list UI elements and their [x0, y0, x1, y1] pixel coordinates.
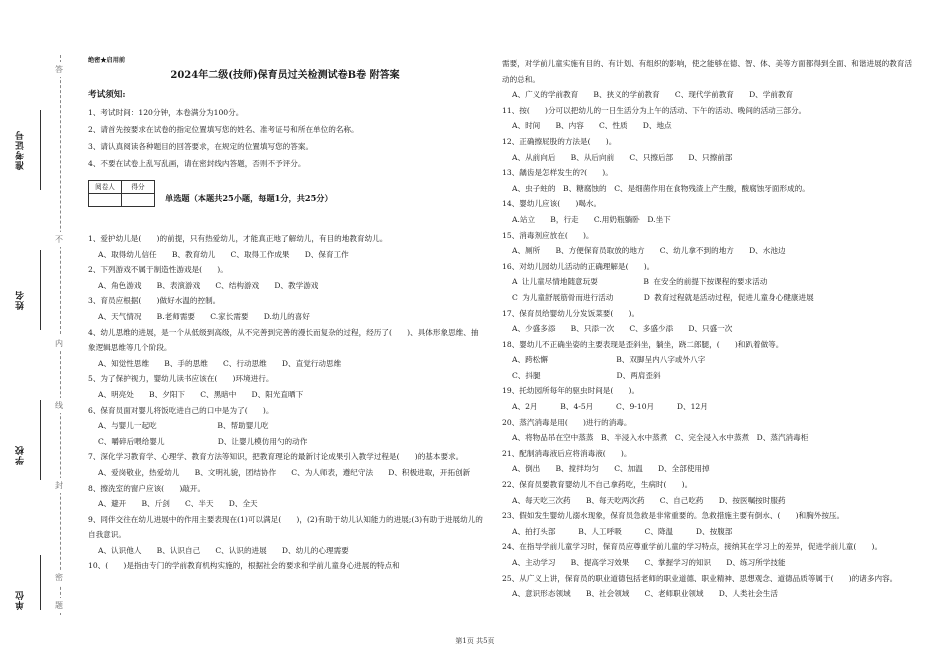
question-stem: 15、消毒剂应放在( )。	[502, 230, 594, 240]
question-options: A、倒出 B、搅拌均匀 C、加温 D、全部使用掉	[512, 464, 710, 474]
question-options: A、拍打头部 B、人工呼吸 C、降温 D、按腹部	[512, 526, 733, 536]
seal-line	[60, 55, 61, 615]
question-options: A、每天吃三次药 B、每天吃两次药 C、自己吃药 D、按医嘱按时服药	[512, 495, 786, 505]
question-stem: 3、育员应根据( )做好水温的控制。	[88, 296, 221, 306]
question-stem: 6、保育员面对婴儿将饭吃进自己的口中是为了( )。	[88, 405, 274, 415]
question-stem: 21、配制消毒液后应将消毒液( )。	[502, 448, 632, 458]
question-options: A、虫子蛀的 B、糖腐蚀的 C、是细菌作用在食物残渣上产生酸，酸腐蚀牙面形成的。	[512, 183, 810, 193]
exam-title: 2024年二级(技师)保育员过关检测试卷B卷 附答案	[170, 70, 400, 81]
question-options: A、取得幼儿信任 B、教育幼儿 C、取得工作成果 D、保育工作	[98, 249, 349, 259]
question-options: A、广义的学前教育 B、狭义的学前教育 C、现代学前教育 D、学前教育	[512, 90, 794, 100]
question-list-right	[502, 56, 914, 602]
question-options: A.站立 B，行走 C.用奶瓶躺卧 D.坐下	[512, 214, 671, 224]
question-options: A、厕所 B、方便保育员取放的地方 C、幼儿拿不到的地方 D、水池边	[512, 246, 786, 256]
notice-list	[88, 104, 486, 172]
question-stem: 18、婴幼儿不正确坐姿的主要表现是歪斜坐，躺坐，跷二郎腿，( )和趴着做等。	[502, 339, 784, 349]
score-cell: 得分	[122, 181, 155, 194]
question-stem: 22、保育员要教育婴幼儿不自己拿药吃，生病时( )。	[502, 480, 693, 490]
question-stem: 19、托幼园所每年的驱虫时间是( )。	[502, 386, 640, 396]
question-options: A、跨松懈 B、双脚呈内八字或外八字	[512, 355, 706, 365]
left-column	[88, 56, 486, 574]
question-stem: 5、为了保护视力，婴幼儿读书应该在( )环境进行。	[88, 374, 274, 384]
question-options: A、少盛多添 B、只添一次 C、多盛少添 D、只盛一次	[512, 324, 733, 334]
question-stem: 2、下列游戏不属于制造性游戏是( )。	[88, 265, 228, 275]
question-options: C、嚼碎后喂给婴儿 D、让婴儿模仿用勺的动作	[98, 436, 308, 446]
school-fill-line	[40, 400, 41, 480]
name-fill-line	[40, 250, 41, 330]
cut-char: 线	[55, 398, 63, 413]
question-options: A、明亮处 B、夕阳下 C、黑暗中 D、阳光直晒下	[98, 389, 304, 399]
question-options: A、知觉性思维 B、手的思维 C、行动思维 D、直觉行动思维	[98, 358, 342, 368]
question-stem: 25、从广义上讲，保育员的职业道德包括老师的职业道德、职业精神、思想观念、道德品质等属于( )的诸多内容。	[502, 573, 898, 583]
question-options: A、角色游戏 B、表演游戏 C、结构游戏 D、教学游戏	[98, 280, 319, 290]
cut-char: 题	[55, 598, 63, 613]
question-stem: 8、擦洗室的窗户应该( )敲开。	[88, 483, 206, 493]
question-options: A、认识他人 B、认识自己 C、认识的进展 D、幼儿的心理需要	[98, 545, 349, 555]
question-options: A、从前向后 B、从后向前 C、只擦后部 D、只擦前部	[512, 152, 733, 162]
question-options: A、避开 B、斤剑 C、半天 D、全天	[98, 499, 258, 509]
cut-char: 封	[55, 478, 63, 493]
page-footer: 第1页 共5页	[455, 637, 495, 645]
question-stem: 24、在指导学前儿童学习时，保育员应尊重学前儿童的学习特点，接纳其在学习上的差异，促进学前儿童( )。	[502, 542, 883, 552]
question-stem: 4、幼儿思维的进展，是一个从低级到高级，从不完善到完善的漫长而复杂的过程，经历了( )、具体形象思维、抽象逻辑思维等几个阶段。	[88, 327, 479, 353]
cut-char: 答	[55, 62, 63, 77]
notice-item: 1、考试时间：120分钟，本卷满分为100分。	[88, 108, 244, 117]
question-stem: 1、爱护幼儿是( )的前提，只有热爱幼儿，才能真正地了解幼儿，有目的地教育幼儿。	[88, 234, 388, 243]
zhunkao-label: 准考证号	[16, 130, 26, 170]
question-stem: 7、深化学习教育学、心理学、教育方法等知识，把教育理论的最新讨论成果引入教学过程是( )的基本要求。	[88, 452, 464, 462]
score-box	[88, 180, 155, 207]
notice-item: 3、请认真阅读各种题目的回答要求，在规定的位置填写您的答案。	[88, 142, 314, 151]
notice-heading: 考试须知:	[88, 90, 126, 100]
right-column	[502, 56, 914, 602]
grader-cell: 阅卷人	[89, 181, 122, 194]
question-options: A、爱岗敬业，热爱幼儿 B、文明礼貌，团结协作 C、为人师表，遵纪守法 D、积极进取，开拓创新	[98, 467, 471, 477]
question-options: C 为儿童舒展筋骨而进行活动 D 教育过程就是活动过程，促进儿童身心健康进展	[512, 292, 814, 302]
cut-char: 内	[55, 336, 63, 351]
zhunkao-fill-line	[40, 110, 41, 190]
name-label: 姓名	[16, 290, 26, 310]
question-options: A、意识形态领域 B、社会领域 C、老师职业领域 D、人类社会生活	[512, 589, 778, 599]
question-stem: 12、正确擦屁股的方法是( )。	[502, 136, 617, 146]
secret-note: 绝密★启用前	[88, 57, 126, 64]
question-stem: 10、( )是指由专门的学前教育机构实施的，根据社会的要求和学前儿童身心进展的特点和	[88, 561, 400, 571]
question-options: A、2月 B、4-5月 C、9-10月 D、12月	[512, 402, 708, 412]
question-stem: 13、龋齿是怎样发生的?( )。	[502, 168, 613, 178]
notice-item: 2、请首先按要求在试卷的指定位置填写您的姓名、准考证号和所在单位的名称。	[88, 125, 359, 134]
question-stem: 9、同伴交往在幼儿进展中的作用主要表现在(1)可以满足( )，(2)有助于幼儿认知能力的进展;(3)有助于进展幼儿的自我意识。	[88, 514, 483, 540]
question-stem: 20、蒸汽消毒是用( )进行的消毒。	[502, 417, 632, 427]
unit-label: 单位	[16, 590, 26, 610]
question-stem: 17、保育员给婴幼儿分发饭菜要( )。	[502, 308, 640, 318]
question-list-left	[88, 231, 486, 574]
school-label: 学校	[16, 445, 26, 465]
score-blank[interactable]	[122, 194, 155, 207]
binding-margin	[0, 0, 72, 671]
question-options: A 让儿童尽情地随意玩耍 B 在安全的前提下按课程的要求活动	[512, 277, 768, 287]
section-title: 单选题（本题共25小题，每题1分，共25分）	[165, 193, 333, 203]
cut-char: 密	[55, 570, 63, 585]
section-header-row	[88, 174, 486, 207]
question-options: C、抖腿 D、两肩歪斜	[512, 370, 661, 380]
unit-fill-line	[40, 555, 41, 610]
question-options: A、主动学习 B、提高学习效果 C、掌握学习的知识 D、练习所学技能	[512, 558, 786, 567]
notice-item: 4、不要在试卷上乱写乱画，请在密封线内答题，否则不予评分。	[88, 159, 306, 168]
question-options: A、时间 B、内容 C、性质 D、地点	[512, 121, 672, 131]
grader-blank[interactable]	[89, 194, 122, 207]
question-stem: 14、婴幼儿应该( )喝水。	[502, 199, 602, 209]
question-options: A、将物品吊在空中蒸蒸 B、半浸入水中蒸煮 C、完全浸入水中蒸煮 D、蒸汽消毒柜	[512, 433, 809, 443]
question-options: A、与婴儿一起吃 B、帮助婴儿吃	[98, 421, 269, 431]
question-stem: 23、假如发生婴幼儿溺水现象，保育员急救是非常重要的。急救措施主要有倒水、( )和胸外按压。	[502, 511, 845, 521]
question-stem: 需要，对学前儿童实施有目的、有计划、有组织的影响，使之能够在德、智、体、美等方面都得到全面、和谐进展的教育活动的总和。	[502, 59, 913, 84]
question-options: A、天气情况 B.老师需要 C.家长需要 D.幼儿的喜好	[98, 311, 310, 321]
question-stem: 11、按( )分可以把幼儿的一日生活分为上午的活动、下午的活动、晚间的活动三部分。	[502, 105, 807, 115]
cut-char: 不	[55, 232, 63, 247]
question-stem: 16、对幼儿园幼儿活动的正确理解是( )。	[502, 261, 655, 271]
